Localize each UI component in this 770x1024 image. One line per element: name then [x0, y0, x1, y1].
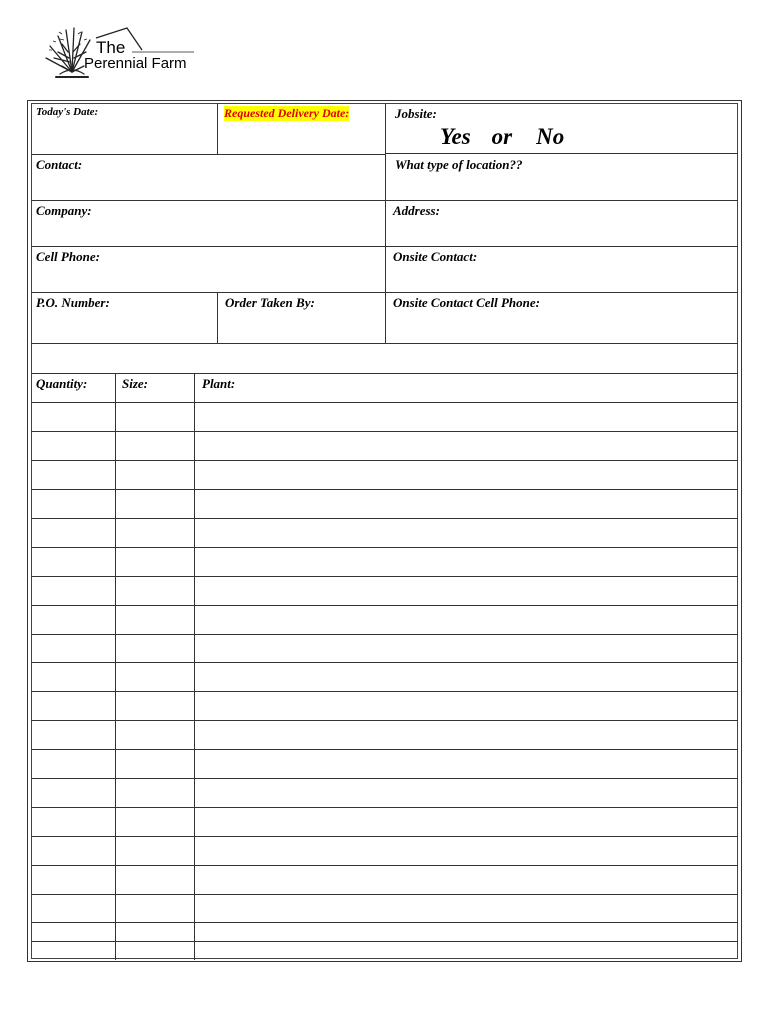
address-label: Address:	[393, 203, 440, 218]
company-label: Company:	[36, 203, 92, 218]
divider-row-5	[31, 343, 738, 344]
or-text: or	[491, 124, 513, 149]
location-type-label: What type of location??	[395, 157, 523, 172]
table-row-divider	[31, 431, 738, 432]
divider-row-1-right	[386, 153, 738, 154]
table-row-divider	[31, 749, 738, 750]
table-row-divider	[31, 518, 738, 519]
perennial-farm-logo	[44, 22, 204, 80]
jobsite-label: Jobsite:	[395, 106, 437, 121]
todays-date-label: Today's Date:	[36, 106, 99, 118]
table-row-divider	[31, 460, 738, 461]
table-col-divider-size	[194, 373, 195, 960]
divider-col-c	[217, 292, 218, 343]
table-row-divider	[31, 836, 738, 837]
table-row-divider	[31, 547, 738, 548]
cell-phone-label: Cell Phone:	[36, 249, 100, 264]
table-row-divider	[31, 865, 738, 866]
table-row-divider	[31, 691, 738, 692]
table-row-divider	[31, 894, 738, 895]
requested-delivery-date-label: Requested Delivery Date:	[224, 106, 350, 120]
quantity-header: Quantity:	[36, 376, 88, 391]
order-taken-by-label: Order Taken By:	[225, 295, 315, 310]
table-row-divider	[31, 576, 738, 577]
table-row-divider	[31, 634, 738, 635]
onsite-contact-label: Onsite Contact:	[393, 249, 478, 264]
divider-col-b	[385, 103, 386, 343]
logo-name-text: Perennial Farm	[84, 55, 187, 72]
table-row-divider	[31, 941, 738, 942]
table-row-divider	[31, 720, 738, 721]
contact-label: Contact:	[36, 157, 83, 172]
table-col-divider-quantity	[115, 373, 116, 960]
po-number-label: P.O. Number:	[36, 295, 110, 310]
table-row-divider	[31, 778, 738, 779]
no-option[interactable]: No	[536, 124, 565, 149]
divider-row-1	[31, 154, 386, 155]
table-row-divider	[31, 489, 738, 490]
table-row-divider	[31, 662, 738, 663]
onsite-contact-cell-label: Onsite Contact Cell Phone:	[393, 295, 540, 310]
table-row-divider	[31, 807, 738, 808]
plant-header: Plant:	[202, 376, 236, 391]
table-row-divider	[31, 605, 738, 606]
table-row-divider	[31, 402, 738, 403]
table-row-divider	[31, 922, 738, 923]
jobsite-yes-or-no	[440, 124, 585, 150]
size-header: Size:	[122, 376, 148, 391]
divider-col-a	[217, 103, 218, 155]
logo-the-text: The	[96, 38, 126, 57]
yes-option[interactable]: Yes	[440, 124, 471, 149]
divider-table-top	[31, 373, 738, 374]
